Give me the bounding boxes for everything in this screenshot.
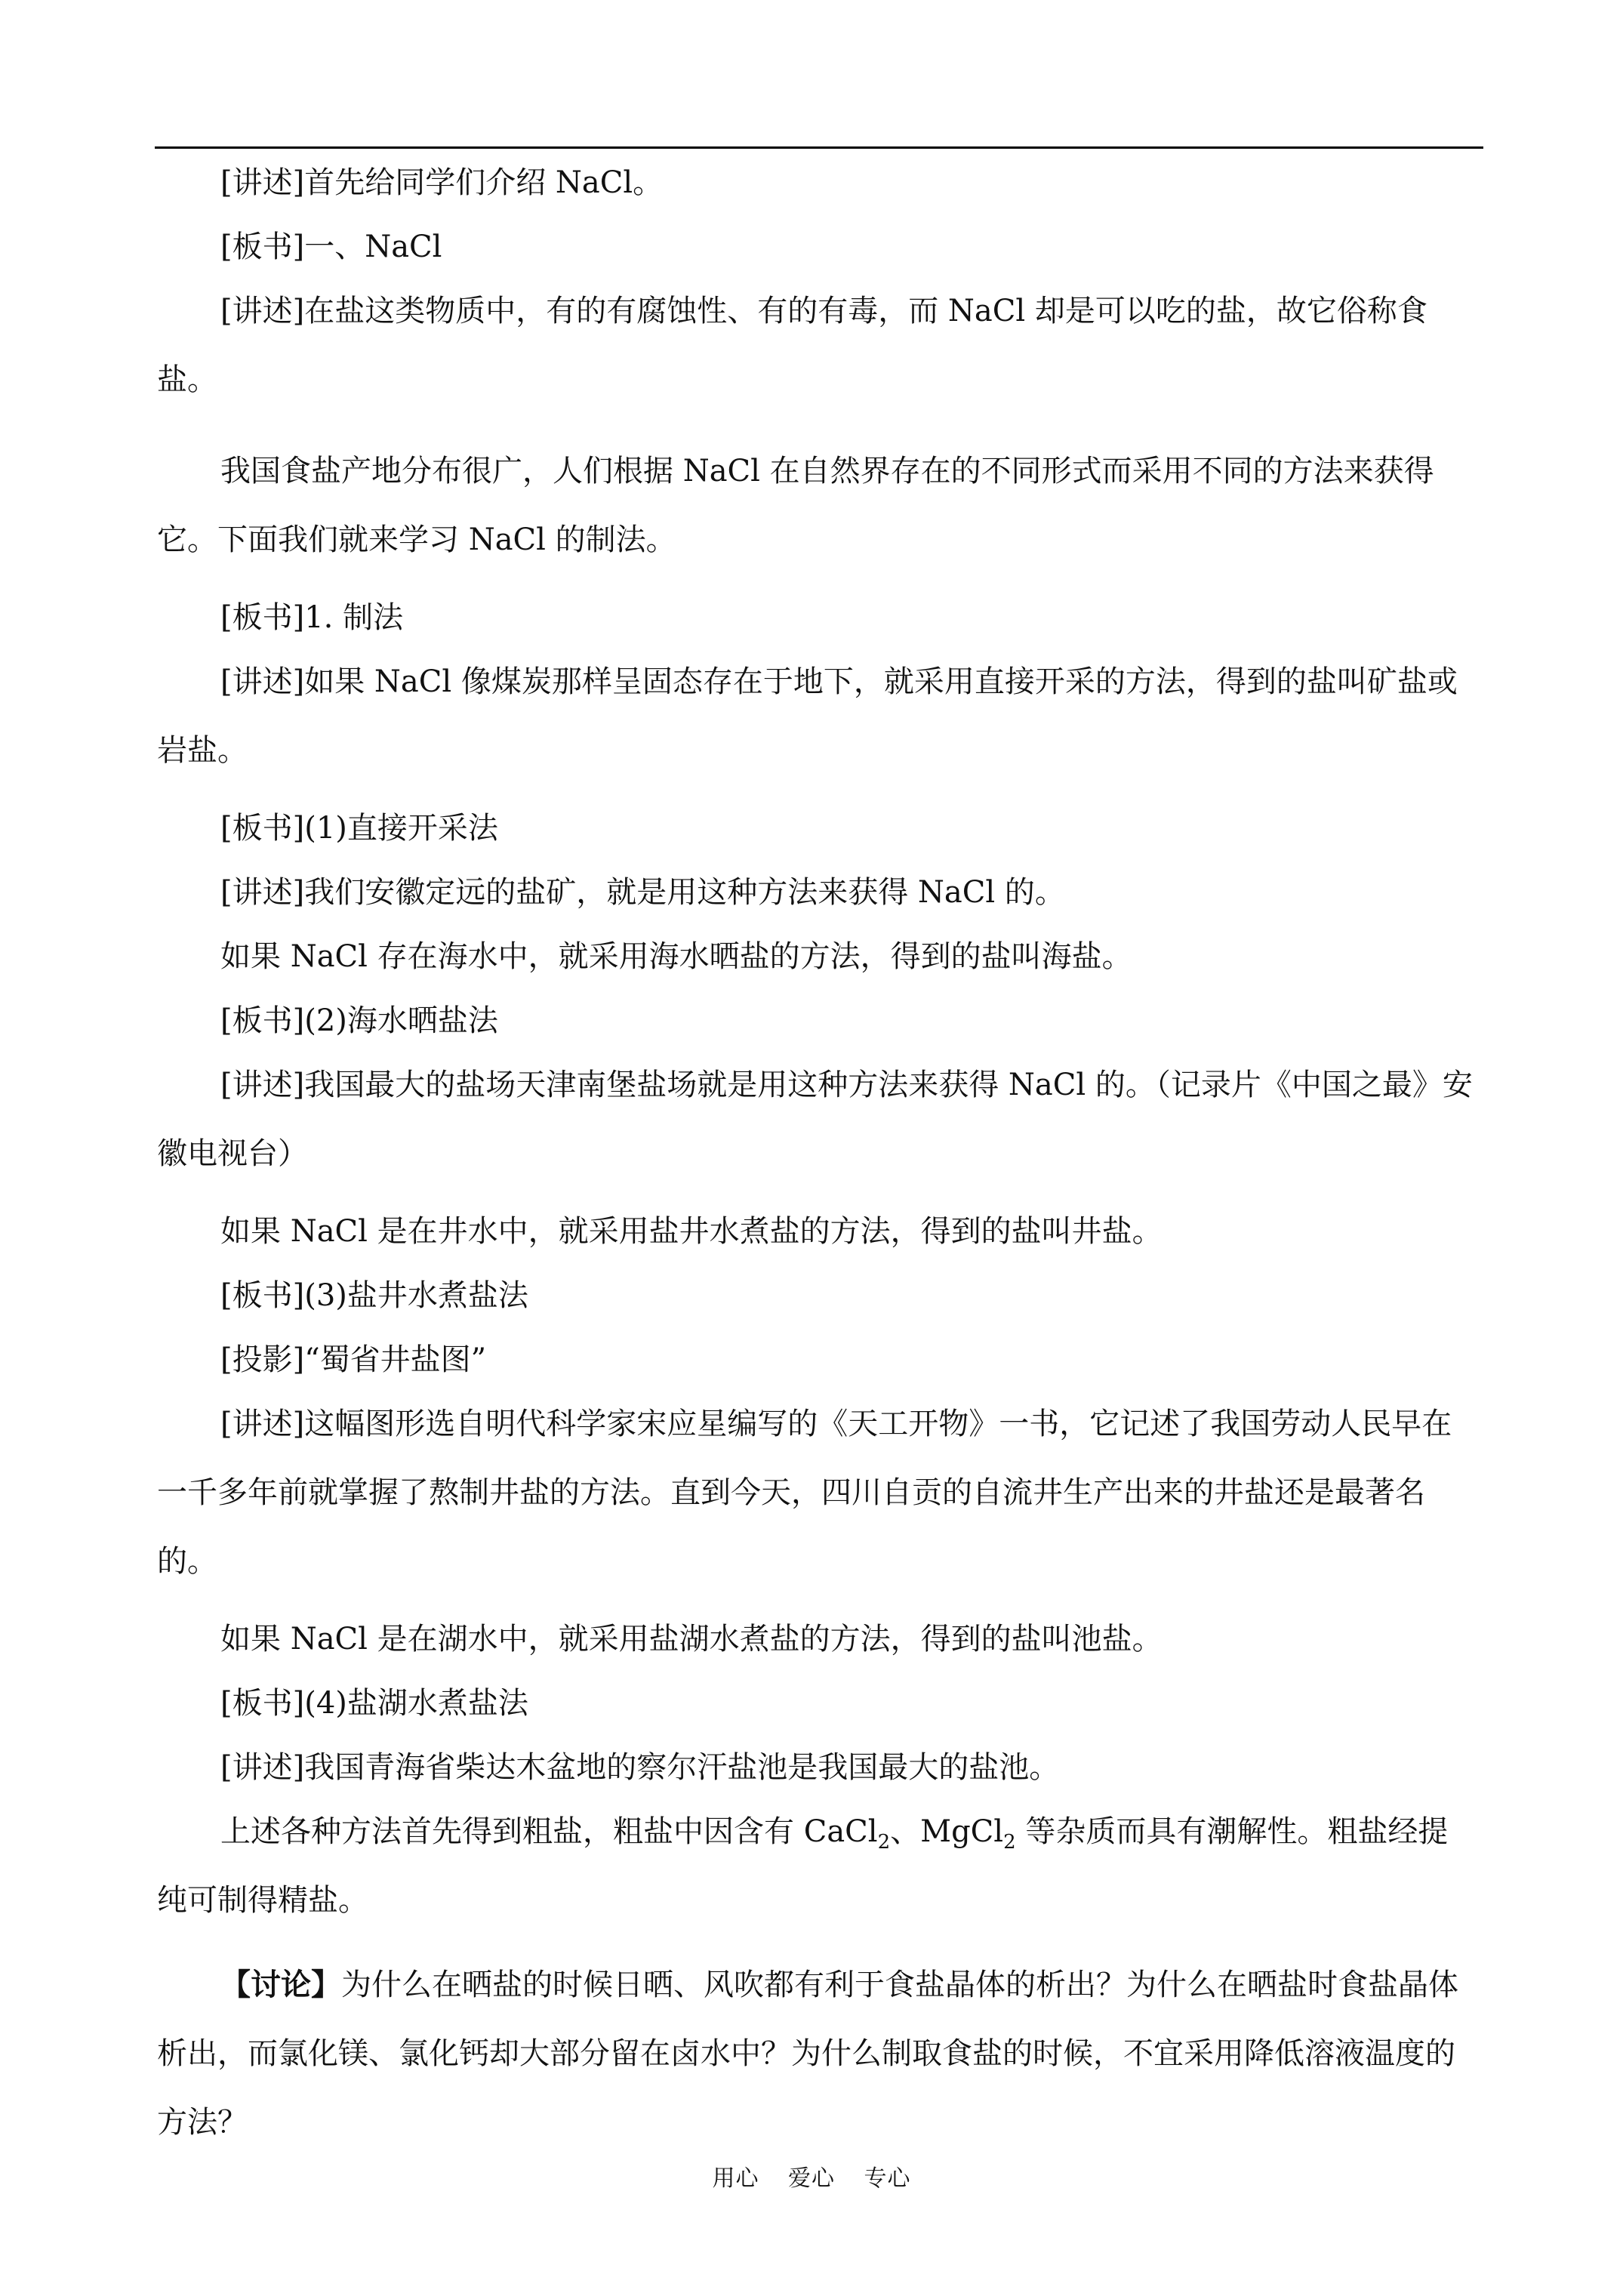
paragraph: [讲述]我国青海省柴达木盆地的察尔汗盐池是我国最大的盐池。 xyxy=(220,1750,1060,1785)
paragraph: 如果 NaCl 存在海水中，就采用海水晒盐的方法，得到的盐叫海盐。 xyxy=(220,939,1132,974)
paragraph: [讲述]首先给同学们介绍 NaCl。 xyxy=(220,165,664,200)
discussion-text: 为什么在晒盐的时候日晒、风吹都有利于食盐晶体的析出？为什么在晒盐时食盐晶体析出，而氯化镁、氯化钙却大部分留在卤水中？为什么制取食盐的时候，不宜采用降低溶液温度的方法？ xyxy=(157,1968,1458,2140)
page-footer: 用心 爱心 专心 xyxy=(712,2165,911,2192)
paragraph: [板书](1)直接开采法 xyxy=(220,811,498,846)
discussion-label: 【讨论】 xyxy=(220,1967,341,2002)
discussion-paragraph xyxy=(157,1950,1478,2157)
document-body xyxy=(157,162,1478,2157)
paragraph: [板书](2)海水晒盐法 xyxy=(220,1003,498,1038)
paragraph: [讲述]我们安徽定远的盐矿，就是用这种方法来获得 NaCl 的。 xyxy=(220,875,1065,910)
paragraph: 我国食盐产地分布很广，人们根据 NaCl 在自然界存在的不同形式而采用不同的方法来获得它。下面我们就来学习 NaCl 的制法。 xyxy=(157,454,1434,557)
paragraph: [讲述]这幅图形选自明代科学家宋应星编写的《天工开物》一书，它记述了我国劳动人民早在一千多年前就掌握了熬制井盐的方法。直到今天，四川自贡的自流井生产出来的井盐还是最著名的。 xyxy=(157,1407,1452,1579)
crude-salt-text: 等杂质而具有潮解性。粗盐经提纯可制得精盐。 xyxy=(157,1814,1449,1918)
crude-salt-text: 、MgCl xyxy=(890,1814,1004,1849)
paragraph: 如果 NaCl 是在井水中，就采用盐井水煮盐的方法，得到的盐叫井盐。 xyxy=(220,1214,1163,1249)
paragraph: [板书]1. 制法 xyxy=(220,600,404,635)
header-rule xyxy=(155,146,1483,149)
paragraph: [投影]“蜀省井盐图” xyxy=(220,1342,487,1377)
paragraph: 如果 NaCl 是在湖水中，就采用盐湖水煮盐的方法，得到的盐叫池盐。 xyxy=(220,1622,1163,1657)
paragraph: [讲述]在盐这类物质中，有的有腐蚀性、有的有毒，而 NaCl 却是可以吃的盐，故它俗称食盐。 xyxy=(157,294,1427,397)
paragraph: [板书]一、NaCl xyxy=(220,230,442,264)
crude-salt-paragraph xyxy=(157,1798,1478,1935)
subscript: 2 xyxy=(1003,1831,1016,1854)
paragraph: [讲述]我国最大的盐场天津南堡盐场就是用这种方法来获得 NaCl 的。（记录片《中国之最》安徽电视台） xyxy=(157,1068,1473,1171)
paragraph: [板书](4)盐湖水煮盐法 xyxy=(220,1686,528,1721)
crude-salt-text: 上述各种方法首先得到粗盐，粗盐中因含有 CaCl xyxy=(220,1814,878,1849)
paragraph: [讲述]如果 NaCl 像煤炭那样呈固态存在于地下，就采用直接开采的方法，得到的盐叫矿盐或岩盐。 xyxy=(157,664,1458,768)
paragraph: [板书](3)盐井水煮盐法 xyxy=(220,1278,528,1313)
subscript: 2 xyxy=(877,1831,891,1854)
